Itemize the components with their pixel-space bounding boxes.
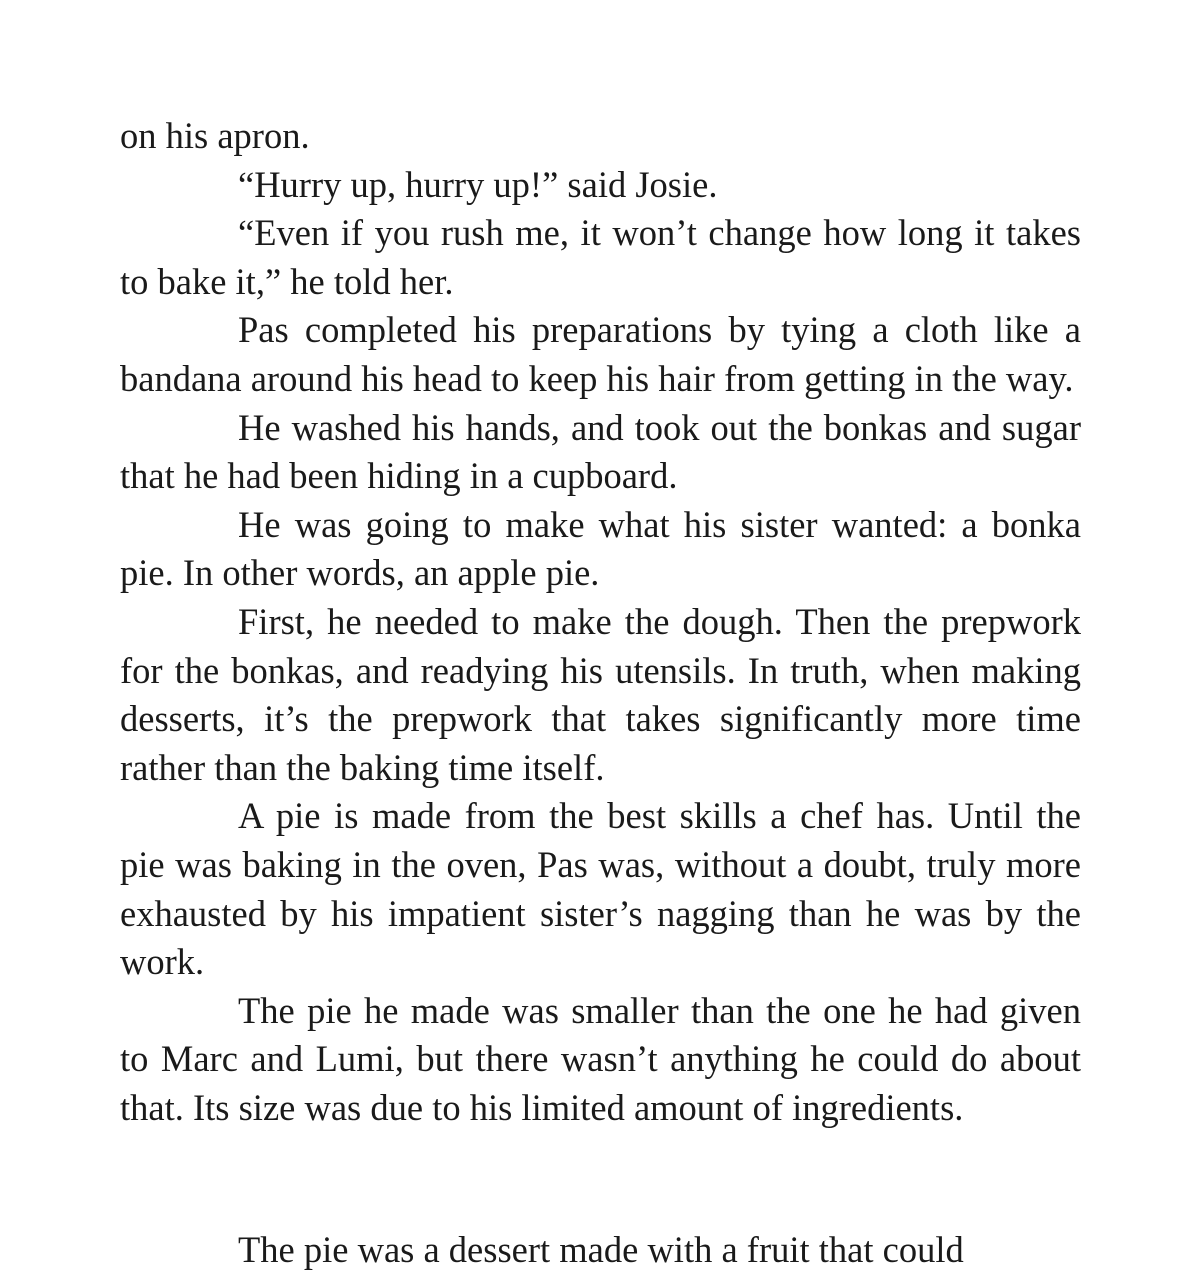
- cutoff-line: The pie was a dessert made with a fruit that could: [238, 1229, 964, 1270]
- body-text: [120, 112, 1081, 1132]
- paragraph: He was going to make what his sister wanted: a bonka pie. In other words, an apple pie.: [120, 503, 1081, 594]
- paragraph: The pie he made was smaller than the one he had given to Marc and Lumi, but there wasn’t anything he could do about that. Its size was due to his limited amount of ingredients.: [120, 989, 1081, 1128]
- paragraph: “Even if you rush me, it won’t change how long it takes to bake it,” he told her.: [120, 212, 1081, 302]
- paragraph: Pas completed his preparations by tying a cloth like a bandana around his head to keep his hair from getting in the way.: [120, 309, 1081, 399]
- paragraph: “Hurry up, hurry up!” said Josie.: [238, 163, 718, 205]
- paragraph: He washed his hands, and took out the bonkas and sugar that he had been hiding in a cupboard.: [120, 406, 1081, 497]
- paragraph: A pie is made from the best skills a chef has. Until the pie was baking in the oven, Pas was, without a doubt, truly more exhausted by his impatient sister’s nagging than he was by the work.: [120, 795, 1081, 983]
- paragraph: First, he needed to make the dough. Then the prepwork for the bonkas, and readying his utensils. In truth, when making desserts, it’s the prepwork that takes significantly more time rather than the baking time itself.: [120, 600, 1081, 788]
- paragraph: on his apron.: [120, 115, 310, 156]
